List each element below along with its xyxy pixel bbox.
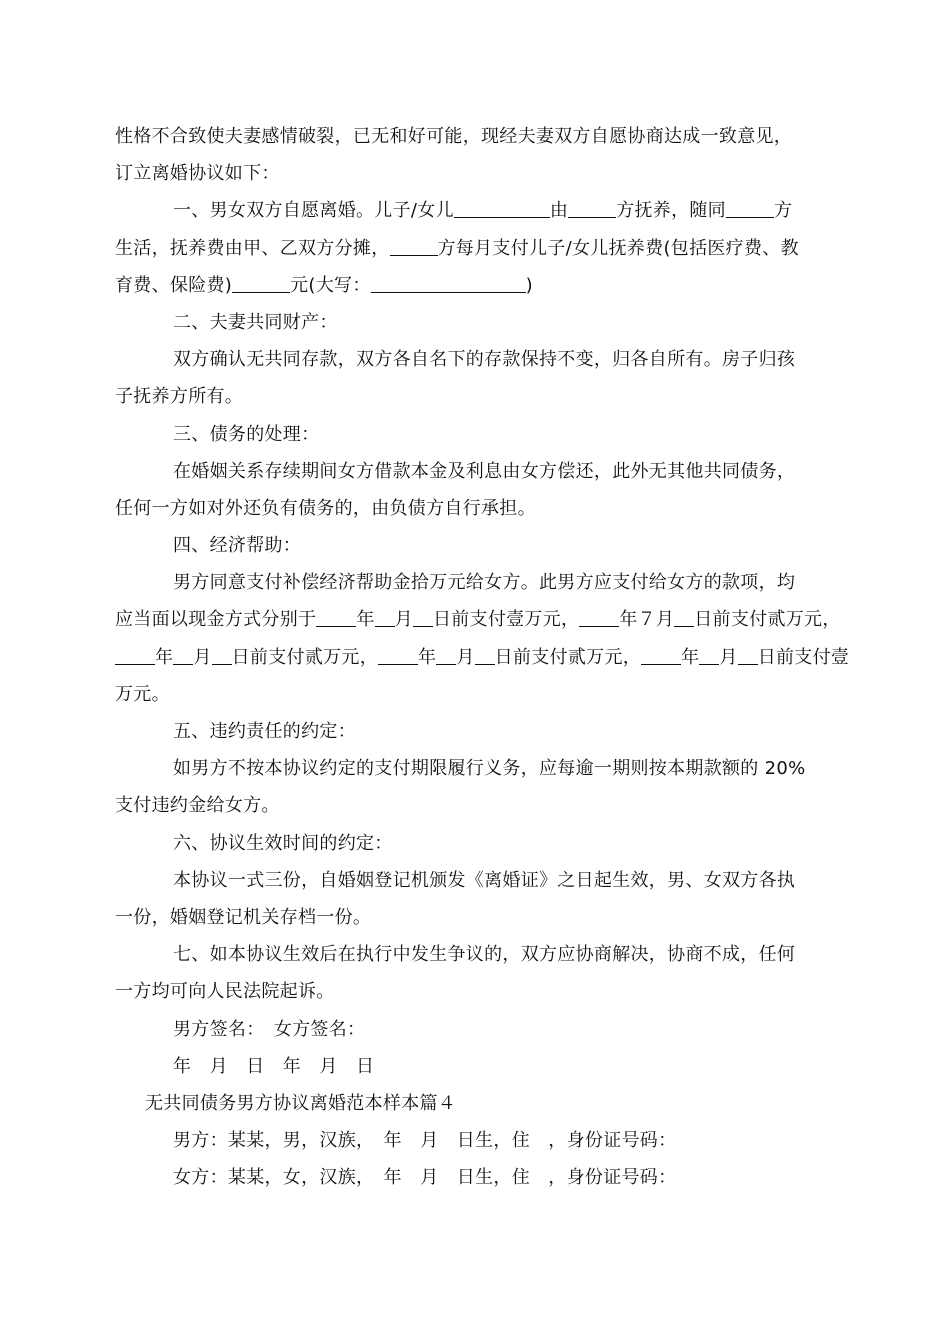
section-heading [115, 304, 840, 341]
section-heading [115, 936, 840, 973]
body-text: 方每月支付儿子/女儿抚养费(包括医疗费、教 [437, 237, 799, 259]
party-line-female [115, 1159, 840, 1196]
blank-field [436, 646, 456, 665]
date-line [115, 1048, 840, 1085]
blank-field [413, 608, 433, 627]
heading-text: 二、夫妻共同财产： [173, 311, 338, 333]
party-line-male [115, 1122, 840, 1159]
body-text: 方 [774, 200, 793, 222]
blank-field [674, 608, 694, 627]
body-text: 年 [155, 646, 174, 668]
body-text: 月 [456, 646, 475, 668]
blank-field [641, 646, 681, 665]
body-text: 方抚养，随同 [616, 200, 726, 222]
body-text: 一方均可向人民法院起诉。 [115, 981, 335, 1003]
text-line [115, 639, 850, 676]
section-title [115, 1085, 840, 1122]
signature-labels: 男方签名： 女方签名： [173, 1018, 366, 1040]
body-text: 年７月 [619, 609, 675, 631]
blank-field [316, 608, 356, 627]
body-text: 任何一方如对外还负有债务的，由负债方自行承担。 [115, 497, 536, 519]
blank-field [375, 608, 395, 627]
body-text: 日前支付贰万元， [694, 609, 841, 631]
blank-field [173, 646, 193, 665]
body-text: 支付违约金给女方。 [115, 795, 280, 817]
body-text: 女方：某某，女，汉族， 年 月 日生，住 ，身份证号码： [173, 1167, 677, 1189]
section-heading [115, 825, 840, 862]
body-text: 在婚姻关系存续期间女方借款本金及利息由女方偿还，此外无其他共同债务， [173, 460, 796, 482]
text-line [115, 787, 840, 824]
body-text: 万元。 [115, 683, 170, 705]
blank-field [568, 199, 616, 218]
body-text: 年 [418, 646, 437, 668]
text-line [115, 378, 840, 415]
text-line [115, 341, 840, 378]
heading-text: 五、违约责任的约定： [173, 721, 356, 742]
blank-field [454, 199, 550, 218]
text-line [115, 973, 840, 1010]
text-line [115, 564, 840, 601]
blank-field [232, 274, 290, 293]
title-text: 无共同债务男方协议离婚范本样本篇４ [145, 1092, 457, 1114]
blank-field [371, 274, 526, 293]
heading-text: 七、如本协议生效后在执行中发生争议的，双方应协商解决，协商不成，任何 [173, 944, 796, 966]
body-text: 月 [719, 646, 738, 668]
body-text: 子抚养方所有。 [115, 386, 244, 408]
body-text: 男方同意支付补偿经济帮助金拾万元给女方。此男方应支付给女方的款项，均 [173, 572, 796, 594]
body-text: 月 [394, 609, 413, 631]
body-text: 日前支付壹万元， [432, 609, 580, 631]
text-line [115, 453, 840, 490]
blank-field [475, 646, 495, 665]
body-text: 性格不合致使夫妻感情破裂，已无和好可能，现经夫妻双方自愿协商达成一致意见， [115, 126, 793, 147]
text-line [115, 862, 840, 899]
blank-field [378, 646, 418, 665]
signature-line [115, 1011, 840, 1048]
text-line [115, 155, 840, 192]
blank-field [726, 199, 774, 218]
section-heading [115, 713, 840, 750]
text-line [115, 899, 840, 936]
heading-text: 四、经济帮助： [173, 535, 302, 557]
body-text: 育费、保险费) [115, 274, 233, 296]
blank-field [579, 608, 619, 627]
body-text: ) [525, 274, 533, 296]
body-text: 日前支付贰万元， [494, 646, 642, 668]
clause-1-line [115, 192, 840, 229]
blank-field [115, 646, 155, 665]
body-text: 月 [193, 646, 212, 668]
body-text: 双方确认无共同存款，双方各自名下的存款保持不变，归各自所有。房子归孩 [173, 349, 796, 371]
body-text: 日前支付壹 [757, 646, 850, 668]
text-line [115, 230, 840, 267]
body-text: 一、男女双方自愿离婚。儿子/女儿 [173, 200, 454, 222]
blank-field [212, 646, 232, 665]
body-text: 元(大写： [290, 274, 371, 296]
blank-field [699, 646, 719, 665]
body-text: 年 [356, 609, 375, 631]
body-text: 由 [549, 200, 569, 222]
body-text: 订立离婚协议如下： [115, 163, 280, 185]
agreement-body [115, 118, 850, 1196]
heading-text: 六、协议生效时间的约定： [173, 832, 393, 854]
section-heading [115, 416, 840, 453]
body-text: 年 [681, 646, 700, 668]
text-line [115, 267, 840, 304]
text-line [115, 118, 840, 155]
text-line [115, 601, 840, 638]
text-line [115, 750, 840, 787]
text-line [115, 676, 840, 713]
section-heading [115, 527, 840, 564]
body-text: 如男方不按本协议约定的支付期限履行义务，应每逾一期则按本期款额的 20% [173, 758, 806, 780]
text-line [115, 490, 840, 527]
body-text: 本协议一式三份，自婚姻登记机颁发《离婚证》之日起生效，男、女双方各执 [173, 869, 796, 891]
blank-field [738, 646, 758, 665]
body-text: 生活，抚养费由甲、乙双方分摊， [115, 237, 390, 259]
heading-text: 三、债务的处理： [173, 423, 320, 445]
blank-field [390, 237, 438, 256]
body-text: 男方：某某，男，汉族， 年 月 日生，住 ，身份证号码： [173, 1130, 677, 1152]
body-text: 一份，婚姻登记机关存档一份。 [115, 906, 372, 928]
body-text: 应当面以现金方式分别于 [115, 609, 317, 631]
body-text: 日前支付贰万元， [231, 646, 379, 668]
signature-dates: 年 月 日 年 月 日 [173, 1055, 375, 1077]
